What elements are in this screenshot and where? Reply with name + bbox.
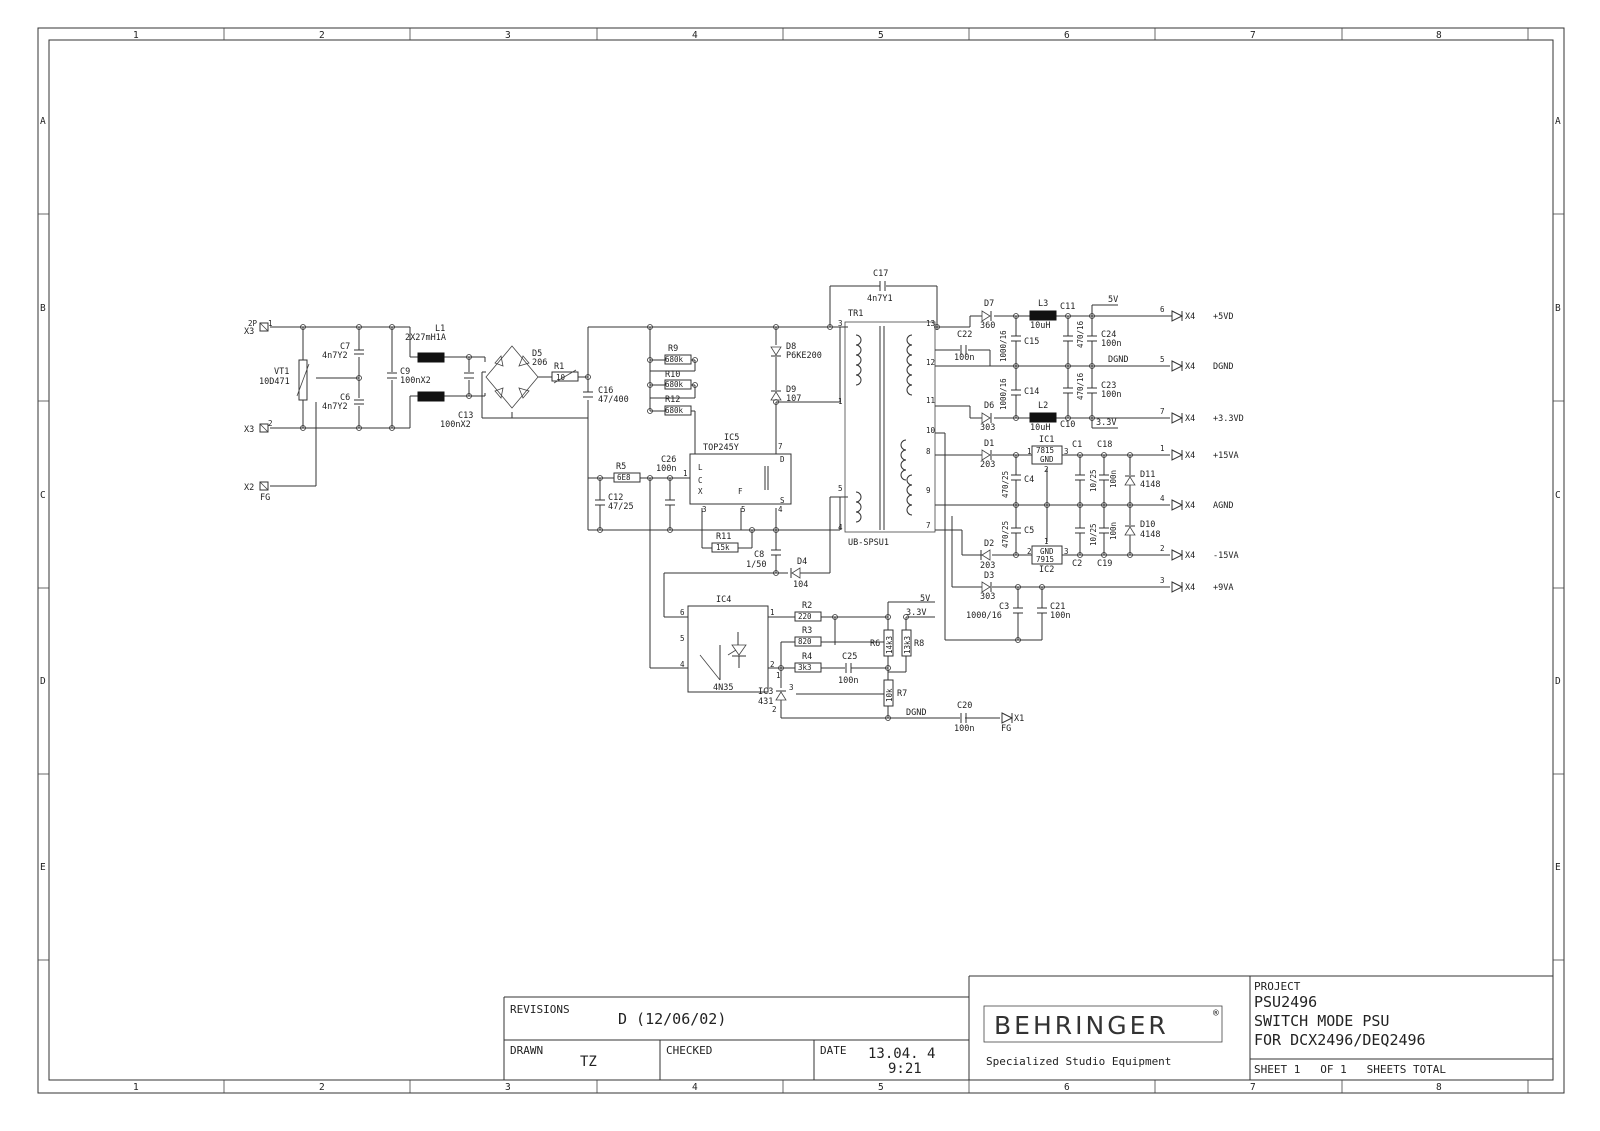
- col-label: 7: [1250, 30, 1256, 41]
- ref-label: C25: [842, 652, 858, 662]
- capacitor-c7: [322, 342, 364, 361]
- capacitor-c17: [830, 269, 937, 330]
- ref-label: R10: [665, 370, 681, 380]
- registered-mark: ®: [1213, 1008, 1219, 1019]
- value-label: 7915: [1036, 555, 1055, 564]
- brand-logo: BEHRINGER: [994, 1011, 1169, 1040]
- ref-label: X4: [1185, 583, 1196, 593]
- ref-label: C21: [1050, 602, 1066, 612]
- ref-label: L3: [1038, 299, 1049, 309]
- value-label: 15k: [716, 543, 730, 552]
- output-connector: [1160, 305, 1233, 322]
- project-name: PSU2496: [1254, 993, 1318, 1011]
- ref-label: C12: [608, 493, 624, 503]
- row-label: C: [1555, 490, 1561, 501]
- ref-label: X4: [1185, 501, 1196, 511]
- pin-number: 9: [926, 486, 931, 495]
- net-label: 3.3V: [1096, 418, 1117, 428]
- pin-number: 3: [789, 683, 794, 692]
- row-label: B: [40, 303, 46, 314]
- resistor-r1: [552, 362, 578, 383]
- ref-label: C19: [1097, 559, 1113, 569]
- connector-x1: [1001, 713, 1024, 734]
- pin-number: 5: [1160, 355, 1165, 364]
- ref-label: TR1: [848, 309, 864, 319]
- resistor-r3: [795, 626, 821, 646]
- capacitor-c10: [1060, 372, 1085, 430]
- bridge-rectifier-d5: [486, 346, 547, 408]
- value-label: 360: [980, 321, 996, 331]
- ref-label: X4: [1185, 312, 1196, 322]
- ref-label: X3: [244, 327, 255, 337]
- ref-label: C10: [1060, 420, 1076, 430]
- capacitor-c6: [322, 393, 364, 412]
- pin-number: 4: [778, 505, 783, 514]
- net-label: DGND: [1213, 362, 1234, 372]
- value-label: 100nX2: [440, 420, 471, 430]
- capacitor-c15: [999, 330, 1039, 362]
- pin-number: 7: [1160, 407, 1165, 416]
- value-label: 4148: [1140, 530, 1161, 540]
- value-label: 10uH: [1030, 423, 1051, 433]
- inductor-l1: [405, 324, 446, 401]
- output-connector: [1160, 494, 1233, 511]
- ref-label: C24: [1101, 330, 1117, 340]
- ref-label: R8: [914, 639, 925, 649]
- ref-label: IC3: [758, 687, 774, 697]
- ref-label: R1: [554, 362, 565, 372]
- revisions-label: REVISIONS: [510, 1003, 570, 1016]
- ref-label: X1: [1014, 714, 1025, 724]
- value-label: 470/25: [1001, 470, 1010, 498]
- value-label: 680k: [665, 406, 684, 415]
- net-label: +15VA: [1213, 451, 1239, 461]
- value-label: TOP245Y: [703, 443, 739, 453]
- net-label: +9VA: [1213, 583, 1234, 593]
- pin-number: 1: [838, 397, 843, 406]
- col-label: 5: [878, 1082, 884, 1093]
- ref-label: D7: [984, 299, 995, 309]
- value-label: 100n: [1109, 521, 1118, 540]
- ref-label: C4: [1024, 475, 1035, 485]
- resistor-r8: [902, 630, 924, 656]
- pin-label: L: [698, 463, 703, 472]
- value-label: 1000/16: [999, 330, 1008, 362]
- pin-number: 1: [1160, 444, 1165, 453]
- resistor-r4: [795, 652, 821, 672]
- ref-label: X4: [1185, 551, 1196, 561]
- ref-label: C18: [1097, 440, 1113, 450]
- value-label: 1000/16: [966, 611, 1002, 621]
- ref-label: IC4: [716, 595, 732, 605]
- ref-label: L1: [435, 324, 446, 334]
- ref-label: C14: [1024, 387, 1040, 397]
- tagline: Specialized Studio Equipment: [986, 1055, 1172, 1068]
- output-connector: [1160, 355, 1233, 372]
- pin-number: 7: [926, 521, 931, 530]
- pin-number: 4: [1160, 494, 1165, 503]
- net-label: 5V: [1108, 295, 1119, 305]
- capacitor-c16: [583, 386, 629, 405]
- pin-label: GND: [1040, 547, 1054, 556]
- pin-label: C: [698, 476, 703, 485]
- net-label: AGND: [1213, 501, 1234, 511]
- pin-label: F: [738, 487, 743, 496]
- ref-label: C5: [1024, 526, 1035, 536]
- col-label: 8: [1436, 1082, 1442, 1093]
- checked-label: CHECKED: [666, 1044, 713, 1057]
- ic-ic5: [683, 433, 791, 514]
- capacitor-c22: [954, 330, 974, 363]
- pin-number: 6: [680, 608, 685, 617]
- regulator-ic1: [1027, 435, 1069, 474]
- resistor-r2: [795, 601, 821, 621]
- value-label: 4148: [1140, 480, 1161, 490]
- ref-label: IC5: [724, 433, 740, 443]
- value-label: 104: [793, 580, 809, 590]
- ref-label: C15: [1024, 337, 1040, 347]
- pin-label: D: [780, 455, 785, 464]
- value-label: 10D471: [259, 377, 290, 387]
- net-label: FG: [260, 493, 271, 503]
- net-label: +3.3VD: [1213, 414, 1244, 424]
- col-label: 4: [692, 1082, 698, 1093]
- value-label: 47/25: [608, 502, 634, 512]
- revision-value: D (12/06/02): [618, 1010, 727, 1028]
- capacitor-c25: [838, 652, 858, 686]
- ref-label: C8: [754, 550, 765, 560]
- ref-label: X4: [1185, 414, 1196, 424]
- project-description: FOR DCX2496/DEQ2496: [1254, 1031, 1426, 1049]
- diode-d6: [980, 401, 995, 433]
- capacitor-c12: [595, 493, 634, 512]
- output-connector: [1160, 576, 1233, 593]
- pin-number: 2: [1044, 465, 1049, 474]
- pin-number: 6: [1160, 305, 1165, 314]
- ref-label: D1: [984, 439, 995, 449]
- row-label: A: [1555, 116, 1561, 127]
- pin-label: 2P: [248, 319, 258, 328]
- ref-label: IC1: [1039, 435, 1055, 445]
- value-label: 100nX2: [400, 376, 431, 386]
- value-label: 220: [798, 612, 812, 621]
- col-label: 2: [319, 1082, 325, 1093]
- capacitor-c1: [1072, 440, 1098, 492]
- pin-number: 3: [1064, 547, 1069, 556]
- pin-number: 1: [1027, 447, 1032, 456]
- col-label: 3: [505, 1082, 511, 1093]
- row-label: A: [40, 116, 46, 127]
- value-label: 1000/16: [999, 378, 1008, 410]
- ref-label: C17: [873, 269, 889, 279]
- pin-number: 1: [268, 319, 273, 328]
- varistor-vt1: [259, 360, 309, 400]
- value-label: 13k3: [903, 635, 912, 654]
- ref-label: C13: [458, 411, 474, 421]
- value-label: 2X27mH1A: [405, 333, 446, 343]
- output-connector: [1160, 407, 1244, 424]
- pin-number: 3: [1064, 447, 1069, 456]
- ref-label: D11: [1140, 470, 1156, 480]
- value-label: 100n: [1101, 339, 1122, 349]
- value-label: 470/25: [1001, 520, 1010, 548]
- ref-label: R6: [870, 639, 881, 649]
- net-label: +5VD: [1213, 312, 1234, 322]
- pin-number: 7: [778, 442, 783, 451]
- inductor-l2: [1030, 401, 1056, 433]
- ref-label: C9: [400, 367, 411, 377]
- transformer-tr1: [838, 309, 936, 548]
- value-label: P6KE200: [786, 351, 822, 361]
- diode-d8: [771, 342, 822, 361]
- ref-label: X2: [244, 483, 255, 493]
- inductor-l3: [1030, 299, 1056, 331]
- pin-number: 1: [1044, 537, 1049, 546]
- net-label: 3.3V: [906, 608, 927, 618]
- net-label: DGND: [1108, 355, 1129, 365]
- connector-x3-bottom: [244, 419, 273, 435]
- pin-number: 12: [926, 358, 936, 367]
- pin-number: 2: [772, 705, 777, 714]
- pin-number: 5: [680, 634, 685, 643]
- ref-label: R5: [616, 462, 627, 472]
- ref-label: C16: [598, 386, 614, 396]
- resistor-r6: [870, 630, 894, 656]
- value-label: 10: [556, 373, 566, 382]
- value-label: 4n7Y1: [867, 294, 893, 304]
- col-label: 4: [692, 30, 698, 41]
- value-label: 203: [980, 460, 996, 470]
- value-label: 7815: [1036, 446, 1055, 455]
- ref-label: C7: [340, 342, 351, 352]
- drawn-by: TZ: [580, 1054, 597, 1070]
- col-label: 2: [319, 30, 325, 41]
- output-connector: [1160, 444, 1239, 461]
- pin-label: S: [780, 496, 785, 505]
- col-label: 5: [878, 30, 884, 41]
- ref-label: R4: [802, 652, 813, 662]
- row-label: D: [40, 676, 46, 687]
- ref-label: VT1: [274, 367, 290, 377]
- project-label: PROJECT: [1254, 980, 1301, 993]
- capacitor-c11: [1060, 302, 1085, 348]
- value-label: 4n7Y2: [322, 351, 348, 361]
- value-label: 303: [980, 423, 996, 433]
- ref-label: D10: [1140, 520, 1156, 530]
- value-label: 100n: [954, 353, 975, 363]
- sheet-info: SHEET 1 OF 1 SHEETS TOTAL: [1254, 1063, 1447, 1076]
- time-value: 9:21: [888, 1061, 922, 1077]
- value-label: 100n: [656, 464, 677, 474]
- value-label: 100n: [954, 724, 975, 734]
- capacitor-c26: [656, 455, 676, 505]
- ref-label: R12: [665, 395, 681, 405]
- pin-number: 11: [926, 396, 936, 405]
- ref-label: IC2: [1039, 565, 1055, 575]
- connector-x3-top: [244, 319, 273, 337]
- pin-number: 2: [1027, 547, 1032, 556]
- ref-label: R9: [668, 344, 679, 354]
- value-label: 10uH: [1030, 321, 1051, 331]
- pin-number: 5: [741, 505, 746, 514]
- value-label: 4N35: [713, 683, 734, 693]
- pin-number: 4: [680, 660, 685, 669]
- capacitor-c3: [966, 602, 1023, 621]
- value-label: 6E8: [617, 473, 631, 482]
- capacitor-c19: [1097, 522, 1118, 569]
- pin-number: 10: [926, 426, 936, 435]
- ref-label: X4: [1185, 362, 1196, 372]
- ref-label: D5: [532, 349, 543, 359]
- pin-number: 5: [838, 484, 843, 493]
- net-label: DGND: [906, 708, 927, 718]
- value-label: 100n: [1101, 390, 1122, 400]
- value-label: 10k: [885, 688, 894, 702]
- ref-label: X3: [244, 425, 255, 435]
- capacitor-c18: [1097, 440, 1118, 488]
- pin-number: 1: [776, 671, 781, 680]
- col-label: 3: [505, 30, 511, 41]
- pin-number: 3: [838, 319, 843, 328]
- regulator-ic2: [1027, 537, 1069, 575]
- ref-label: X4: [1185, 451, 1196, 461]
- optocoupler-ic4: [680, 595, 775, 693]
- value-label: UB-SPSU1: [848, 538, 889, 548]
- value-label: 10/25: [1089, 469, 1098, 492]
- value-label: 107: [786, 394, 802, 404]
- resistor-r9: [665, 344, 691, 364]
- net-label: 5V: [920, 594, 931, 604]
- pin-number: 4: [838, 523, 843, 532]
- row-label: E: [1555, 862, 1561, 873]
- ref-label: C2: [1072, 559, 1083, 569]
- value-label: 100n: [838, 676, 859, 686]
- ref-label: R11: [716, 532, 732, 542]
- value-label: 47/400: [598, 395, 629, 405]
- pin-number: 3: [1160, 576, 1165, 585]
- value-label: 14k3: [885, 635, 894, 654]
- value-label: 470/16: [1076, 372, 1085, 400]
- output-connector: [1160, 544, 1239, 561]
- value-label: 820: [798, 637, 812, 646]
- col-label: 1: [133, 1082, 139, 1093]
- diode-d7: [980, 299, 995, 331]
- ref-label: C26: [661, 455, 677, 465]
- ref-label: C23: [1101, 381, 1117, 391]
- project-description: SWITCH MODE PSU: [1254, 1012, 1390, 1030]
- col-label: 7: [1250, 1082, 1256, 1093]
- value-label: 100n: [1050, 611, 1071, 621]
- net-label: FG: [1001, 724, 1012, 734]
- pin-number: 8: [926, 447, 931, 456]
- col-label: 1: [133, 30, 139, 41]
- pin-number: 2: [770, 660, 775, 669]
- date-value: 13.04. 4: [868, 1046, 936, 1062]
- col-label: 8: [1436, 30, 1442, 41]
- value-label: 100n: [1109, 469, 1118, 488]
- ref-label: D6: [984, 401, 995, 411]
- row-label: D: [1555, 676, 1561, 687]
- resistor-r5: [614, 462, 640, 482]
- ref-label: R2: [802, 601, 813, 611]
- ref-label: D3: [984, 571, 995, 581]
- row-label: B: [1555, 303, 1561, 314]
- value-label: 206: [532, 358, 548, 368]
- value-label: 4n7Y2: [322, 402, 348, 412]
- pin-number: 3: [702, 505, 707, 514]
- resistor-r11: [712, 532, 738, 552]
- capacitor-c14: [999, 378, 1039, 410]
- col-label: 6: [1064, 30, 1070, 41]
- net-label: -15VA: [1213, 551, 1239, 561]
- ref-label: C11: [1060, 302, 1076, 312]
- value-label: 680k: [665, 355, 684, 364]
- value-label: 470/16: [1076, 320, 1085, 348]
- value-label: 303: [980, 592, 996, 602]
- ref-label: D8: [786, 342, 797, 352]
- ref-label: C22: [957, 330, 973, 340]
- pin-number: 1: [770, 608, 775, 617]
- capacitor-c2: [1072, 523, 1098, 569]
- ref-label: C20: [957, 701, 973, 711]
- pin-label: X: [698, 487, 703, 496]
- value-label: 431: [758, 697, 774, 707]
- row-label: E: [40, 862, 46, 873]
- ref-label: C1: [1072, 440, 1083, 450]
- ref-label: L2: [1038, 401, 1049, 411]
- value-label: 680k: [665, 380, 684, 389]
- pin-number: 1: [683, 469, 688, 478]
- value-label: 203: [980, 561, 996, 571]
- ref-label: D2: [984, 539, 995, 549]
- ref-label: R7: [897, 689, 908, 699]
- pin-number: 2: [1160, 544, 1165, 553]
- ref-label: D4: [797, 557, 808, 567]
- value-label: 1/50: [746, 560, 767, 570]
- pin-number: 13: [926, 319, 936, 328]
- connector-x2: [244, 482, 270, 503]
- row-label: C: [40, 490, 46, 501]
- resistor-r7: [884, 680, 907, 706]
- drawn-label: DRAWN: [510, 1044, 544, 1057]
- ref-label: C3: [999, 602, 1010, 612]
- date-label: DATE: [820, 1044, 847, 1057]
- capacitor-c5: [1001, 521, 1034, 548]
- capacitor-c4: [1001, 471, 1034, 498]
- capacitor-c9: [387, 367, 431, 386]
- pin-label: GND: [1040, 455, 1054, 464]
- col-label: 6: [1064, 1082, 1070, 1093]
- ref-label: C6: [340, 393, 351, 403]
- ref-label: D9: [786, 385, 797, 395]
- resistor-r10: [665, 370, 691, 389]
- value-label: 3k3: [798, 663, 812, 672]
- pin-number: 2: [268, 419, 273, 428]
- ref-label: R3: [802, 626, 813, 636]
- value-label: 10/25: [1089, 523, 1098, 546]
